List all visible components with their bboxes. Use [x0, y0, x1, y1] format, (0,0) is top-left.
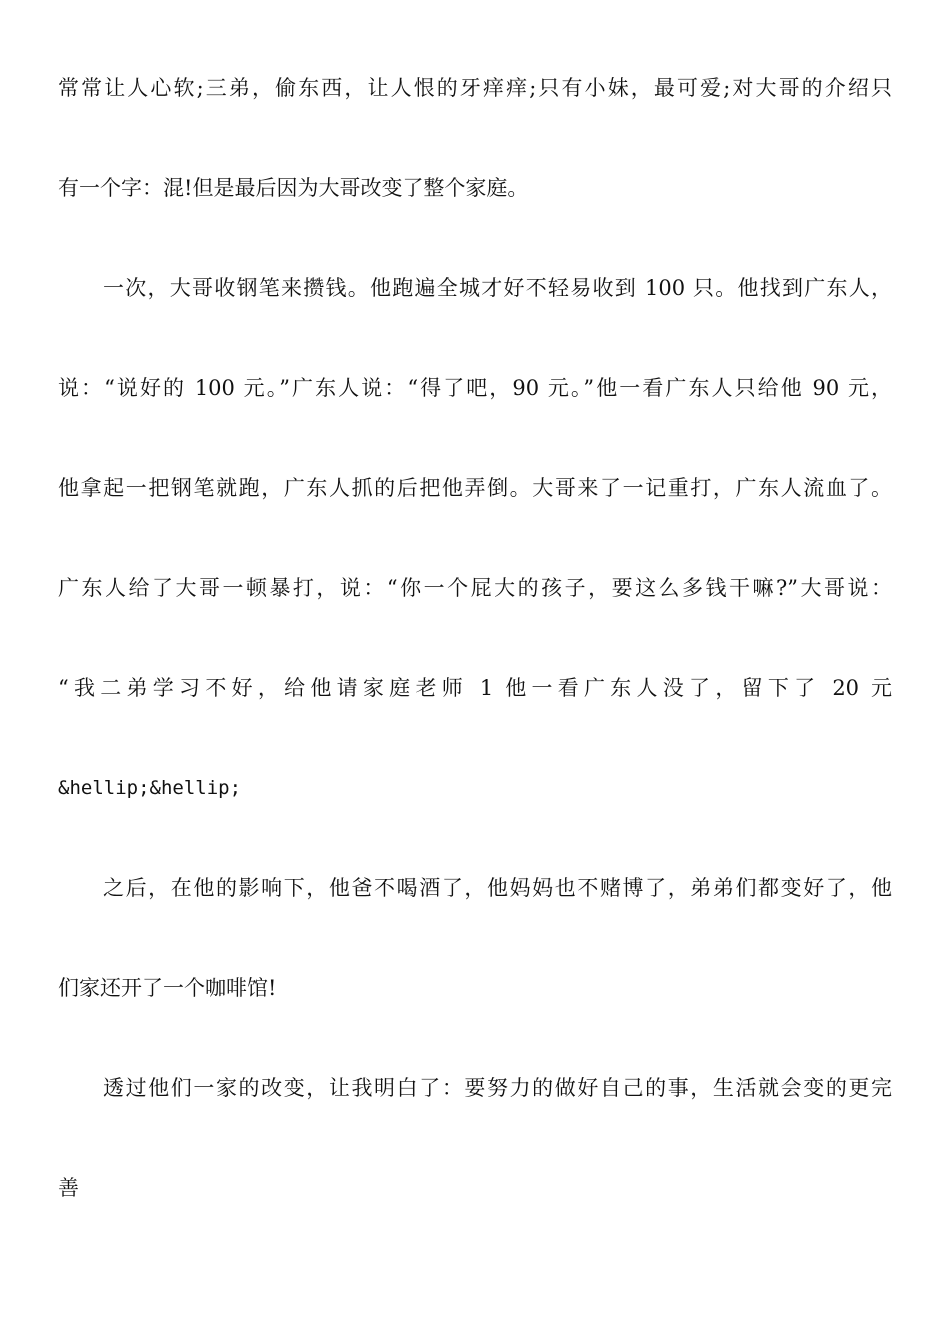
text-line-7: “我二弟学习不好，给他请家庭老师 1 他一看广东人没了，留下了 20 元 [58, 676, 892, 700]
text-line-1: 常常让人心软;三弟，偷东西，让人恨的牙痒痒;只有小妹，最可爱;对大哥的介绍只 [58, 76, 892, 100]
text-line-12: 善 [58, 1176, 79, 1200]
text-line-11: 透过他们一家的改变，让我明白了：要努力的做好自己的事，生活就会变的更完 [103, 1076, 892, 1100]
text-line-6: 广东人给了大哥一顿暴打，说：“你一个屁大的孩子，要这么多钱干嘛?”大哥说： [58, 576, 892, 600]
text-line-3: 一次，大哥收钢笔来攒钱。他跑遍全城才好不轻易收到 100 只。他找到广东人， [103, 276, 892, 300]
text-line-10: 们家还开了一个咖啡馆! [58, 976, 277, 1000]
text-line-5: 他拿起一把钢笔就跑，广东人抓的后把他弄倒。大哥来了一记重打，广东人流血了。 [58, 476, 892, 500]
text-line-8: &hellip;&hellip; [58, 777, 242, 799]
text-line-4: 说：“说好的 100 元。”广东人说：“得了吧，90 元。”他一看广东人只给他 90 元， [58, 376, 892, 400]
text-line-2: 有一个字：混!但是最后因为大哥改变了整个家庭。 [58, 176, 529, 200]
text-line-9: 之后，在他的影响下，他爸不喝酒了，他妈妈也不赌博了，弟弟们都变好了，他 [103, 876, 892, 900]
